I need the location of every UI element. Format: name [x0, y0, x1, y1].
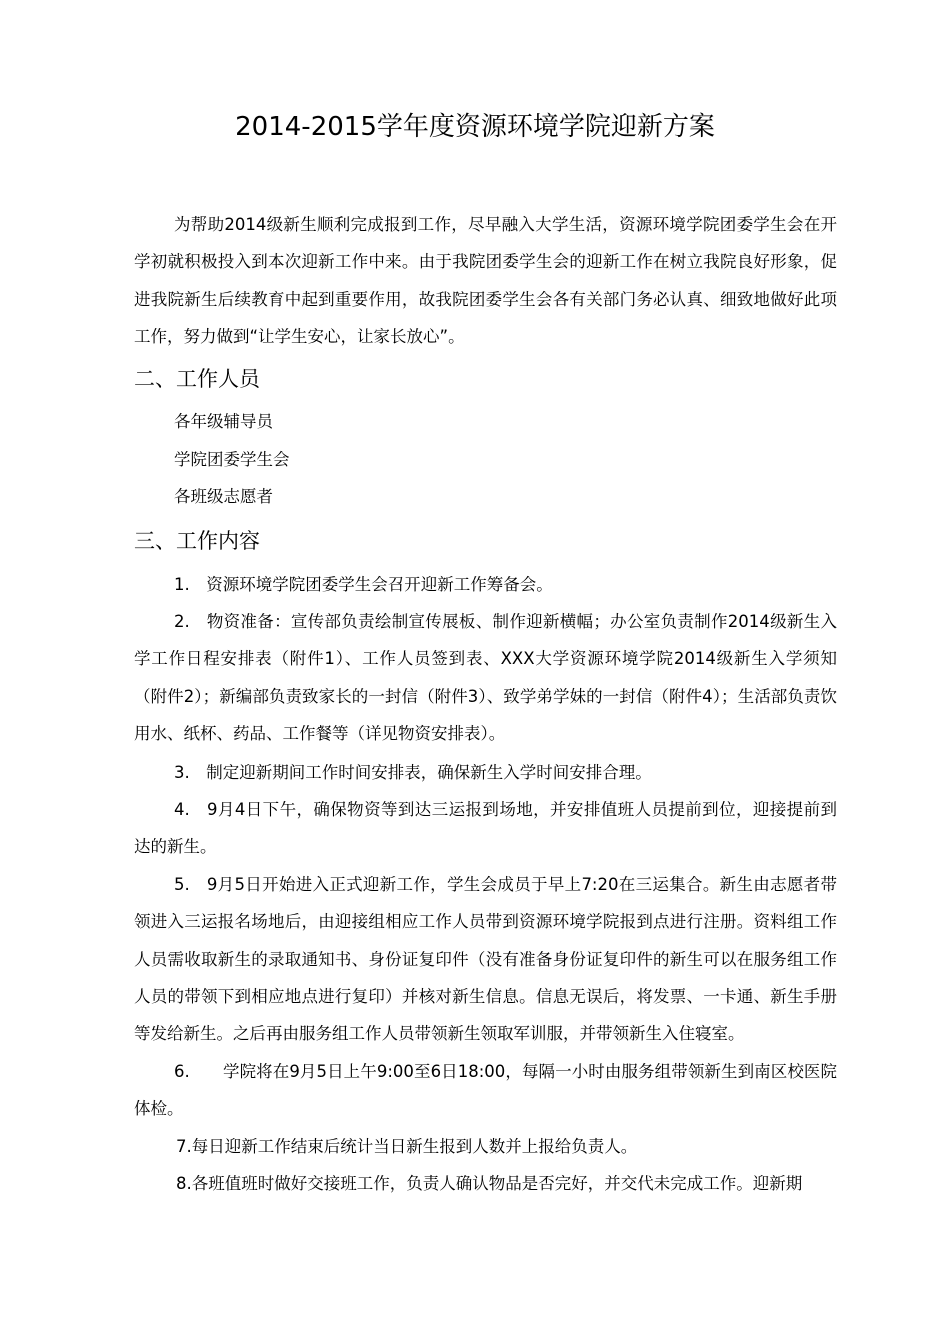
content-item: 7.每日迎新工作结束后统计当日新生报到人数并上报给负责人。: [176, 1137, 638, 1156]
staff-item: 学院团委学生会: [174, 450, 290, 469]
staff-item: 各年级辅导员: [174, 412, 273, 431]
content-item: 1. 资源环境学院团委学生会召开迎新工作筹备会。: [174, 575, 553, 594]
staff-item: 各班级志愿者: [174, 487, 273, 506]
section-heading-staff: 二、工作人员: [134, 367, 260, 391]
intro-paragraph: 为帮助2014级新生顺利完成报到工作，尽早融入大学生活，资源环境学院团委学生会在开学初就积极投入到本次迎新工作中来。由于我院团委学生会的迎新工作在树立我院良好形象，促进我院新生后续教育中起到重要作用，故我院团委学生会各有关部门务必认真、细致地做好此项工作，努力做到“让学生安心，让家长放心”。: [134, 215, 837, 346]
content-item: 4. 9月4日下午，确保物资等到达三运报到场地，并安排值班人员提前到位，迎接提前到达的新生。: [134, 800, 837, 857]
content-item: 5. 9月5日开始进入正式迎新工作，学生会成员于早上7:20在三运集合。新生由志愿者带领进入三运报名场地后，由迎接组相应工作人员带到资源环境学院报到点进行注册。资料组工作人员需收取新生的录取通知书、身份证复印件（没有准备身份证复印件的新生可以在服务组工作人员的带领下到相应地点进行复印）并核对新生信息。信息无误后，将发票、一卡通、新生手册等发给新生。之后再由服务组工作人员带领新生领取军训服，并带领新生入住寝室。: [134, 875, 837, 1044]
section-heading-content: 三、工作内容: [134, 529, 260, 553]
document-title: 2014-2015学年度资源环境学院迎新方案: [235, 112, 715, 142]
content-item: 3. 制定迎新期间工作时间安排表，确保新生入学时间安排合理。: [174, 763, 652, 782]
content-item: 8.各班值班时做好交接班工作，负责人确认物品是否完好，并交代未完成工作。迎新期: [176, 1174, 803, 1193]
content-item: 6. 学院将在9月5日上午9:00至6日18:00，每隔一小时由服务组带领新生到南区校医院体检。: [134, 1062, 837, 1119]
content-item: 2. 物资准备：宣传部负责绘制宣传展板、制作迎新横幅；办公室负责制作2014级新生入学工作日程安排表（附件1）、工作人员签到表、XXX大学资源环境学院2014级新生入学须知（附件2）；新编部负责致家长的一封信（附件3）、致学弟学妹的一封信（附件4）；生活部负责饮用水、纸杯、药品、工作餐等（详见物资安排表）。: [134, 612, 837, 743]
